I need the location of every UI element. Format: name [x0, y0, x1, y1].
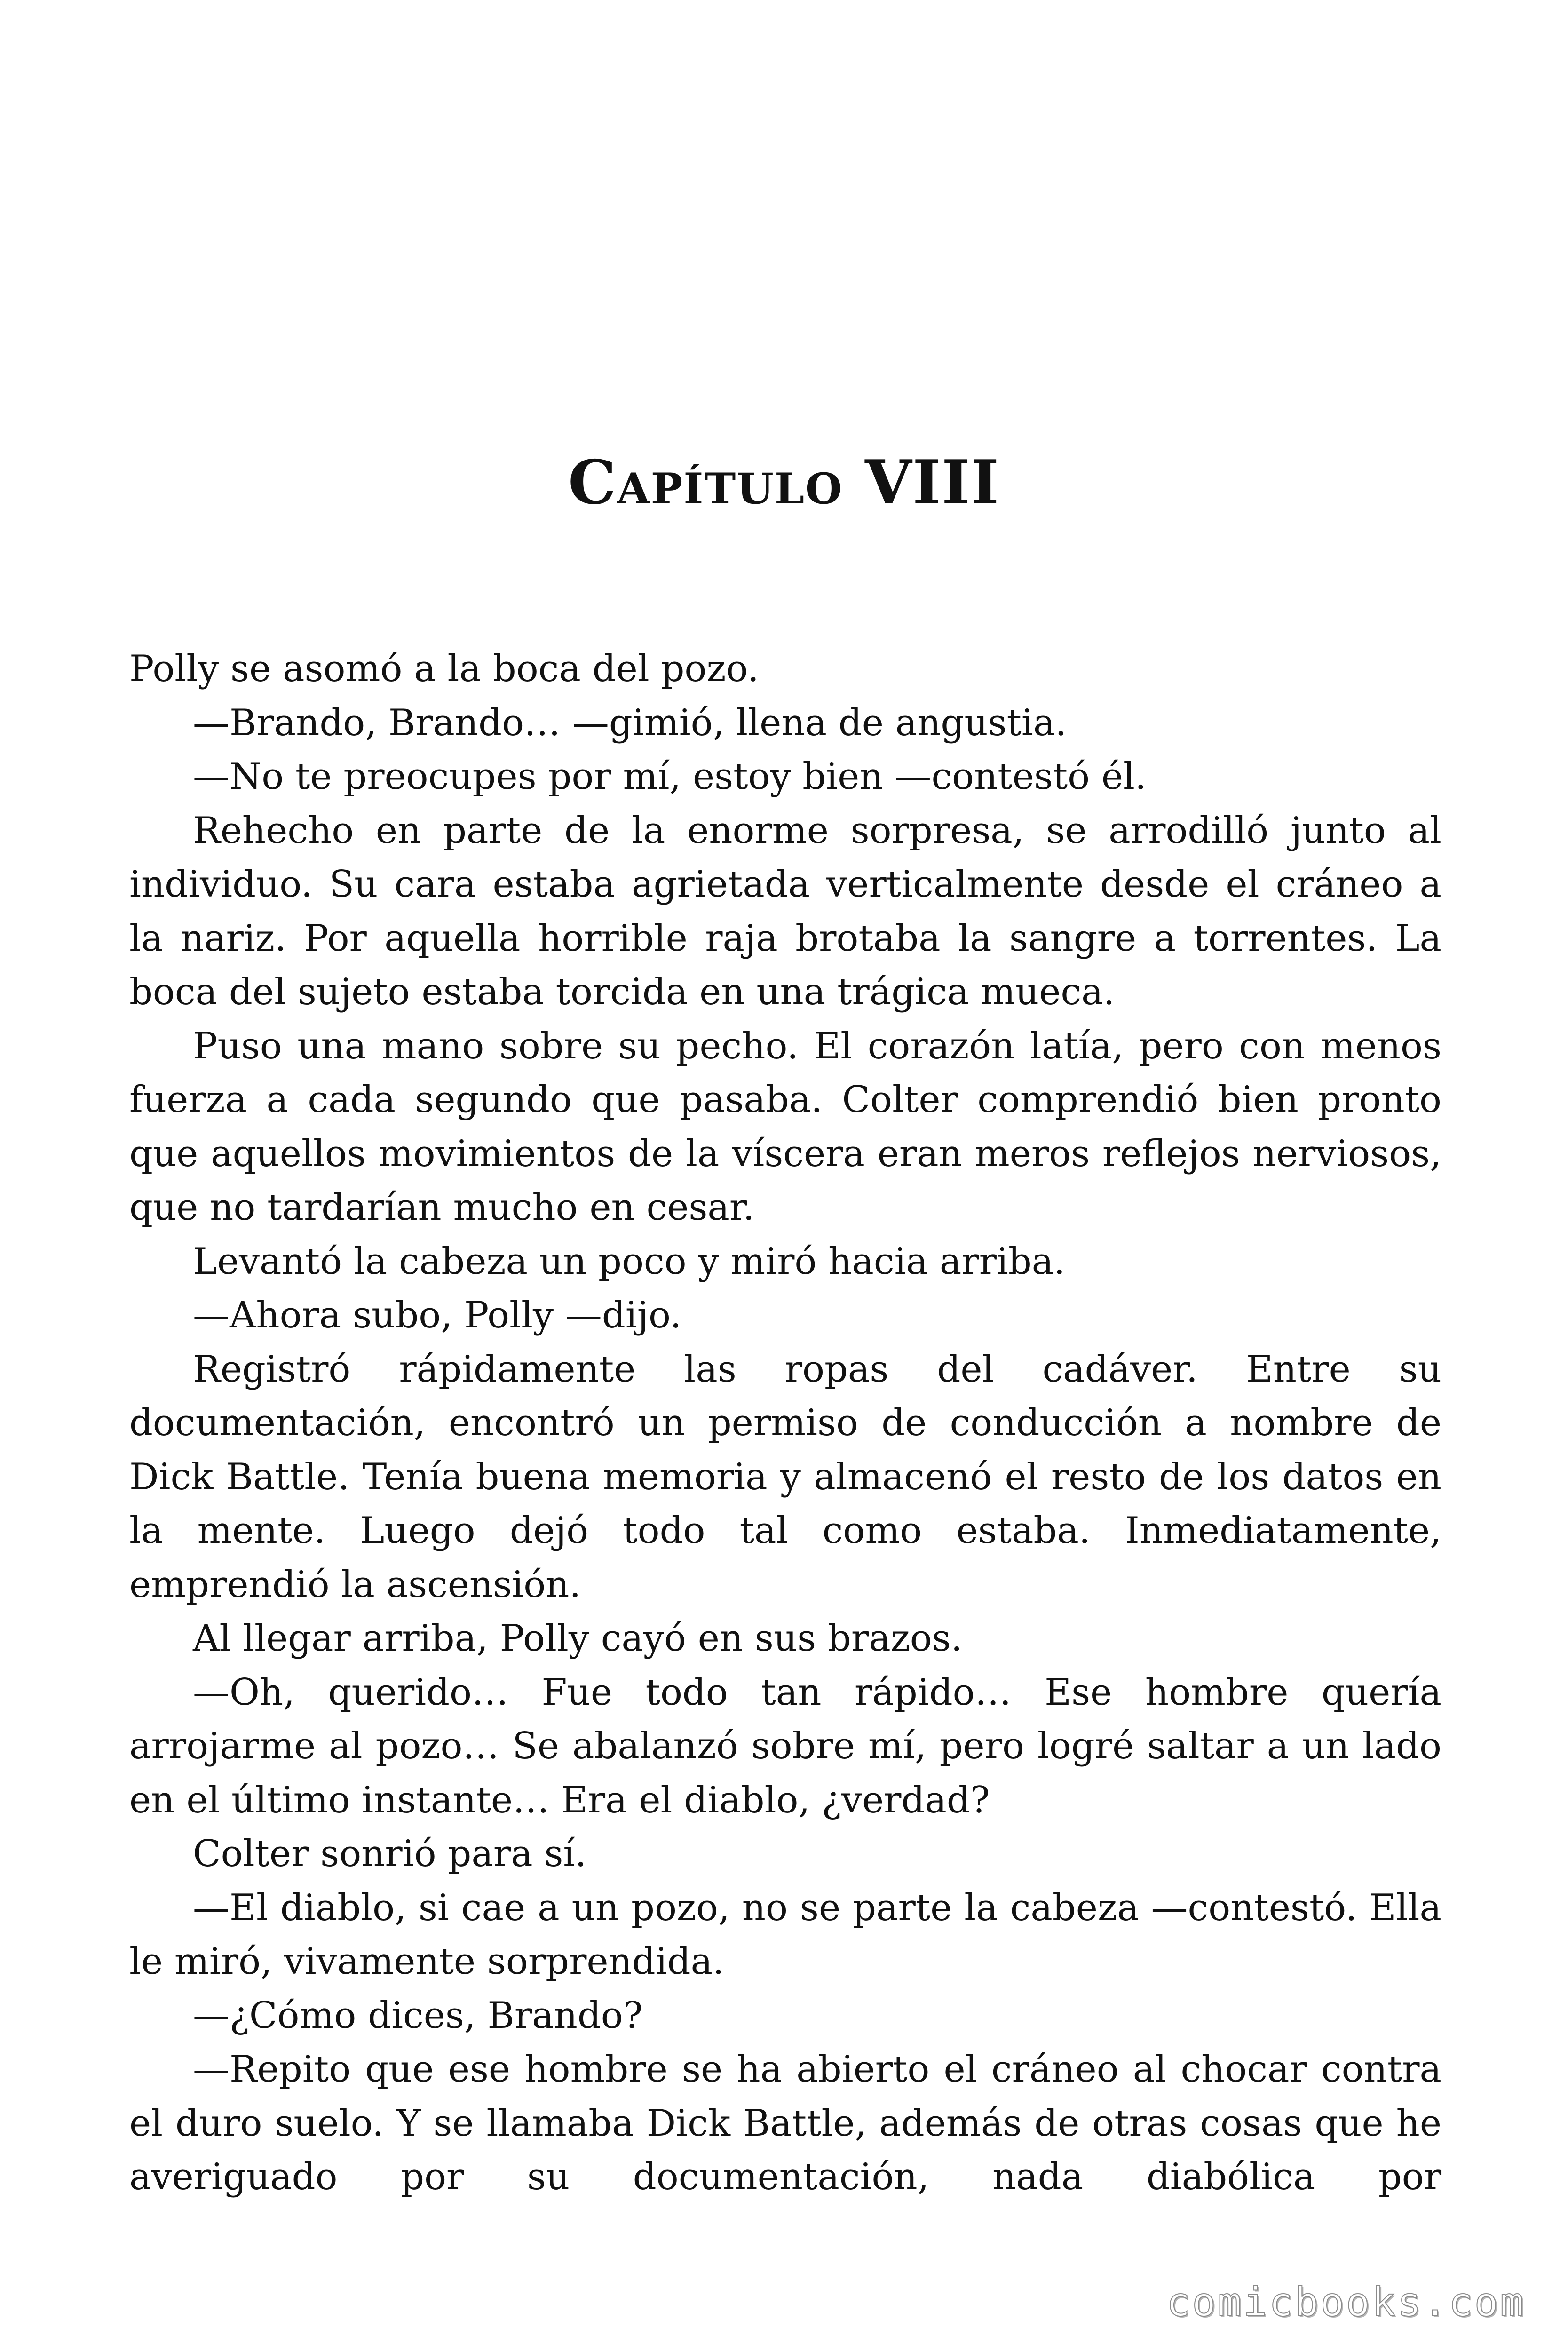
- watermark: comicbooks.com: [1166, 2279, 1526, 2325]
- paragraph: —Ahora subo, Polly —dijo.: [193, 1294, 682, 1336]
- paragraph: Polly se asomó a la boca del pozo.: [129, 648, 759, 690]
- paragraph: Colter sonrió para sí.: [193, 1833, 587, 1875]
- paragraph: Registró rápidamente las ropas del cadáver. Entre su documentación, encontró un permiso de conducción a nombre de Dick Battle. Tenía buena memoria y almacenó el resto de los datos en la mente. Luego dejó todo tal como estaba. Inmediatamente, emprendió la ascensión.: [129, 1348, 1441, 1606]
- paragraph: —El diablo, si cae a un pozo, no se parte la cabeza —contestó. Ella le miró, vivamente sorprendida.: [129, 1886, 1441, 1983]
- paragraph: —Brando, Brando… —gimió, llena de angustia.: [193, 701, 1067, 744]
- paragraph: Levantó la cabeza un poco y miró hacia arriba.: [193, 1240, 1066, 1283]
- paragraph: Puso una mano sobre su pecho. El corazón latía, pero con menos fuerza a cada segundo que pasaba. Colter comprendió bien pronto que aquellos movimientos de la víscera eran meros reflejos nerviosos, que no tardarían mucho en cesar.: [129, 1025, 1441, 1229]
- paragraph: —Oh, querido… Fue todo tan rápido… Ese hombre quería arrojarme al pozo… Se abalanzó sobre mí, pero logré saltar a un lado en el último instante… Era el diablo, ¿verdad?: [129, 1671, 1441, 1821]
- chapter-body: [129, 642, 1441, 2204]
- paragraph: —¿Cómo dices, Brando?: [193, 1994, 643, 2037]
- paragraph: Rehecho en parte de la enorme sorpresa, se arrodilló junto al individuo. Su cara estaba agrietada verticalmente desde el cráneo a la nariz. Por aquella horrible raja brotaba la sangre a torrentes. La boca del sujeto estaba torcida en una trágica mueca.: [129, 809, 1441, 1013]
- paragraph: —No te preocupes por mí, estoy bien —contestó él.: [193, 755, 1147, 798]
- paragraph: —Repito que ese hombre se ha abierto el cráneo al chocar contra el duro suelo. Y se llamaba Dick Battle, además de otras cosas que he averiguado por su documentación, nada diabólica por: [129, 2048, 1441, 2198]
- paragraph: Al llegar arriba, Polly cayó en sus brazos.: [193, 1617, 963, 1660]
- chapter-title: Capítulo VIII: [568, 447, 1000, 518]
